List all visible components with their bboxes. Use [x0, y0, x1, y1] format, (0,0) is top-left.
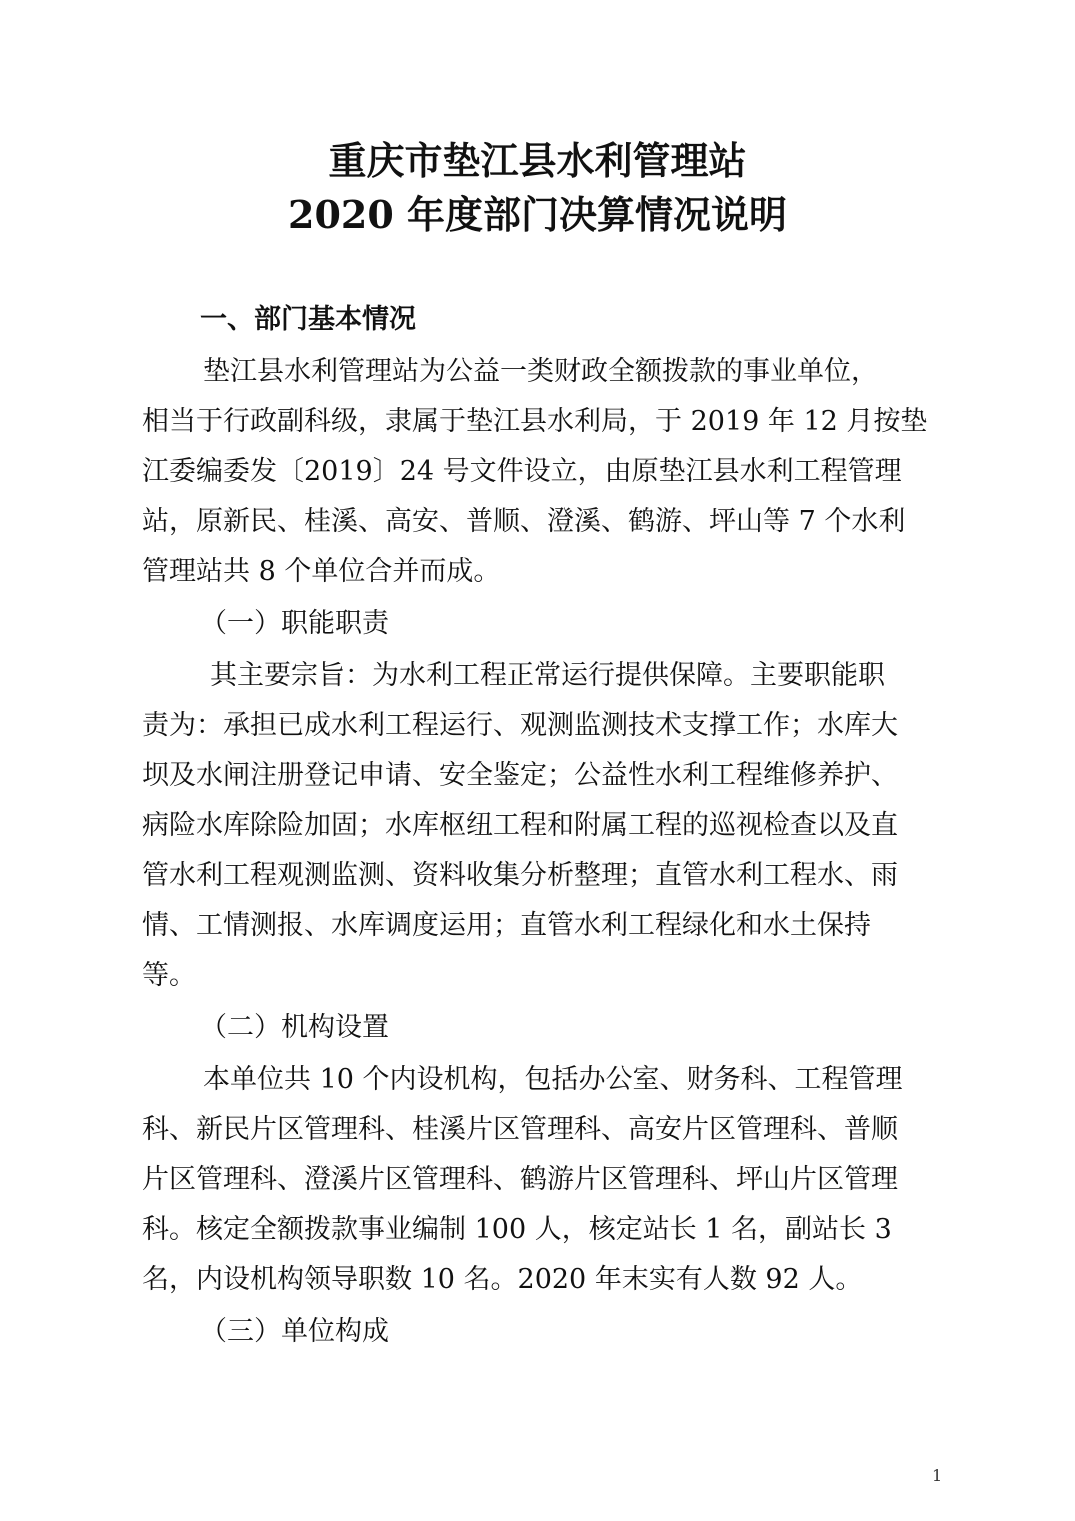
paragraph-line: 站，原新民、桂溪、高安、普顺、澄溪、鹤游、坪山等 7 个水利 — [142, 506, 906, 537]
paragraph-line: 坝及水闸注册登记申请、安全鉴定；公益性水利工程维修养护、 — [142, 760, 898, 791]
paragraph-line: 责为：承担已成水利工程运行、观测监测技术支撑工作；水库大 — [142, 710, 898, 741]
document-title-line-1: 重庆市垫江县水利管理站 — [328, 138, 747, 183]
paragraph-line: 片区管理科、澄溪片区管理科、鹤游片区管理科、坪山片区管理 — [142, 1164, 898, 1195]
paragraph-line: 名，内设机构领导职数 10 名。2020 年末实有人数 92 人。 — [142, 1264, 863, 1295]
paragraph-line: 相当于行政副科级，隶属于垫江县水利局，于 2019 年 12 月按垫 — [142, 406, 928, 437]
paragraph-line: 科。核定全额拨款事业编制 100 人，核定站长 1 名，副站长 3 — [142, 1214, 892, 1245]
paragraph-line: 情、工情测报、水库调度运用；直管水利工程绿化和水土保持 — [142, 910, 871, 941]
paragraph-line: 病险水库除险加固；水库枢纽工程和附属工程的巡视检查以及直 — [142, 810, 898, 841]
paragraph-line: 江委编委发〔2019〕24 号文件设立，由原垫江县水利工程管理 — [142, 456, 902, 487]
paragraph-line: 管水利工程观测监测、资料收集分析整理；直管水利工程水、雨 — [142, 860, 898, 891]
paragraph-line: 管理站共 8 个单位合并而成。 — [142, 556, 501, 587]
paragraph-line: 垫江县水利管理站为公益一类财政全额拨款的事业单位， — [203, 356, 878, 387]
paragraph-line: 其主要宗旨：为水利工程正常运行提供保障。主要职能职 — [210, 660, 885, 691]
page-number: 1 — [932, 1466, 943, 1485]
subsection-heading: （二）机构设置 — [200, 1012, 389, 1043]
paragraph-line: 等。 — [142, 960, 196, 991]
paragraph-line: 科、新民片区管理科、桂溪片区管理科、高安片区管理科、普顺 — [142, 1114, 898, 1145]
subsection-heading: （一）职能职责 — [200, 608, 389, 639]
document-title-line-2: 2020 年度部门决算情况说明 — [288, 192, 787, 237]
section-heading: 一、部门基本情况 — [200, 304, 416, 335]
paragraph-line: 本单位共 10 个内设机构，包括办公室、财务科、工程管理 — [203, 1064, 903, 1095]
subsection-heading: （三）单位构成 — [200, 1316, 389, 1347]
